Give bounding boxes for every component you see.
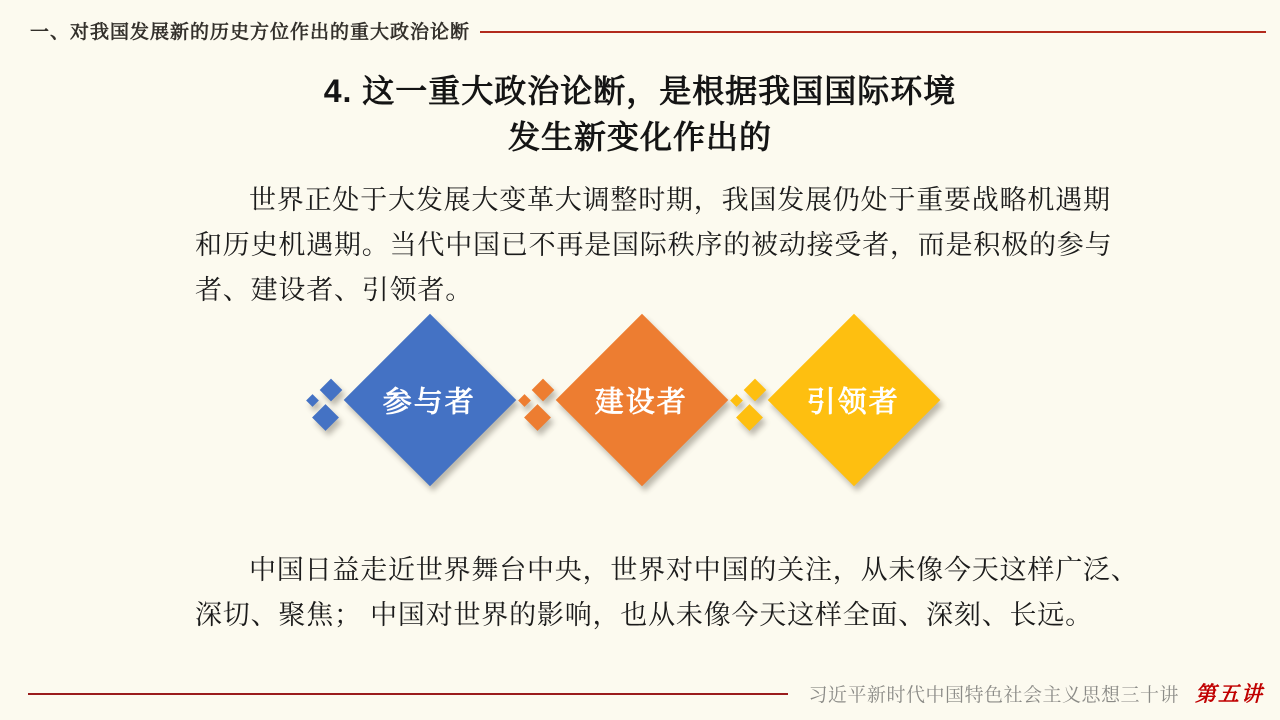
cluster-diamond-icon: [740, 408, 759, 427]
cluster-diamond-icon: [732, 396, 741, 405]
slide-header: [30, 17, 1266, 44]
diamond-label: 建设者: [595, 386, 689, 419]
cluster-diamond-icon: [323, 382, 339, 398]
slide-footer: [28, 678, 1264, 708]
cluster-diamond-icon: [316, 408, 335, 427]
paragraph-line: 世界正处于大发展大变革大调整时期，我国发展仍处于重要战略机遇期: [249, 185, 1111, 215]
footer-book-title: 习近平新时代中国特色社会主义思想三十讲: [808, 684, 1179, 706]
diamond-diagram: [0, 312, 1280, 497]
cluster-diamond-icon: [747, 382, 763, 398]
paragraph-line: 中国日益走近世界舞台中央，世界对中国的关注，从未像今天这样广泛、: [249, 555, 1139, 585]
cluster-diamond-icon: [308, 396, 317, 405]
slide-title-line1: 4. 这一重大政治论断，是根据我国国际环境: [323, 73, 957, 109]
diamond-shape-leader: [793, 339, 915, 461]
footer-rule-line: [28, 693, 788, 695]
diamond-label: 参与者: [383, 386, 477, 419]
diamond-label: 引领者: [807, 386, 901, 419]
slide-title-line2: 发生新变化作出的: [507, 119, 772, 155]
slide-title: [0, 68, 1280, 160]
paragraph-line: 者、建设者、引领者。: [195, 275, 473, 305]
diamond-shape-participant: [369, 339, 491, 461]
diamond-shape-builder: [581, 339, 703, 461]
paragraph-line: 和历史机遇期。当代中国已不再是国际秩序的被动接受者，而是积极的参与: [195, 230, 1113, 260]
cluster-diamond-icon: [535, 382, 551, 398]
body-paragraph-1: [195, 178, 1113, 313]
section-heading: 一、对我国发展新的历史方位作出的重大政治论断: [30, 22, 471, 43]
paragraph-line: 深切、聚焦； 中国对世界的影响，也从未像今天这样全面、深刻、长远。: [195, 600, 1093, 630]
body-paragraph-2: [195, 548, 1139, 638]
cluster-diamond-icon: [528, 408, 547, 427]
header-rule-line: [480, 31, 1266, 33]
cluster-diamond-icon: [520, 396, 529, 405]
lecture-number-badge: 第五讲: [1195, 681, 1264, 706]
